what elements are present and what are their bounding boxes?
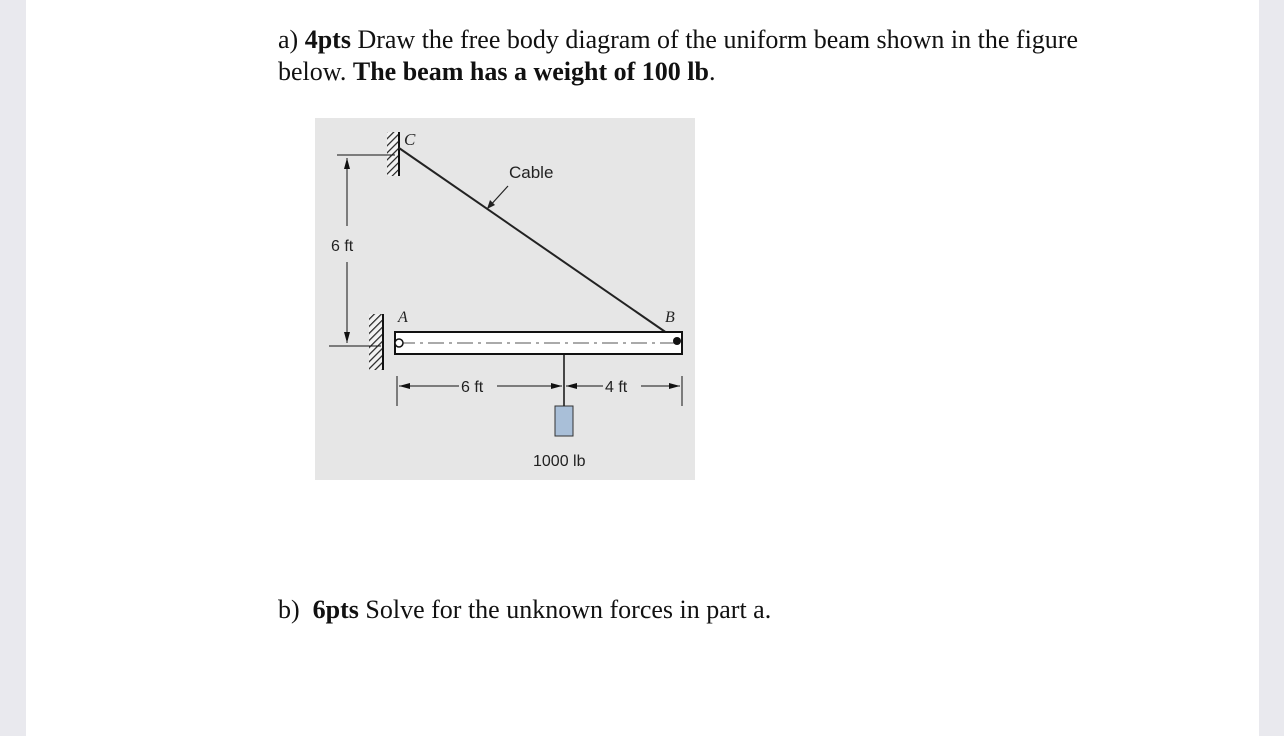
question-b-text: Solve for the unknown forces in part a. <box>358 595 772 624</box>
question-a-text: Draw the free body diagram of the uniform beam shown in the figure below. <box>278 25 1079 86</box>
point-b-label: B <box>665 309 675 326</box>
question-a <box>278 24 1098 88</box>
right-span-label: 4 ft <box>605 379 628 396</box>
load-weight <box>555 406 573 436</box>
wall-a <box>369 314 383 370</box>
question-a-end: . <box>708 57 716 86</box>
load-label: 1000 lb <box>533 453 586 470</box>
height-dimension-label: 6 ft <box>331 238 354 255</box>
question-b-points: 6pts <box>312 595 359 624</box>
point-c-label: C <box>404 130 416 149</box>
left-span-label: 6 ft <box>461 379 484 396</box>
beam-diagram <box>315 118 695 480</box>
question-a-points: 4pts <box>304 25 351 54</box>
pin-a <box>395 339 403 347</box>
joint-b <box>673 337 681 345</box>
question-a-weight: The beam has a weight of 100 lb <box>352 57 709 86</box>
wall-c <box>387 132 399 176</box>
cable-label: Cable <box>509 163 554 182</box>
question-b <box>278 594 1098 626</box>
question-a-label: a) <box>278 25 299 54</box>
beam-figure <box>315 118 695 480</box>
question-b-label: b) <box>278 595 300 624</box>
point-a-label: A <box>398 309 408 326</box>
document-page <box>26 0 1259 736</box>
